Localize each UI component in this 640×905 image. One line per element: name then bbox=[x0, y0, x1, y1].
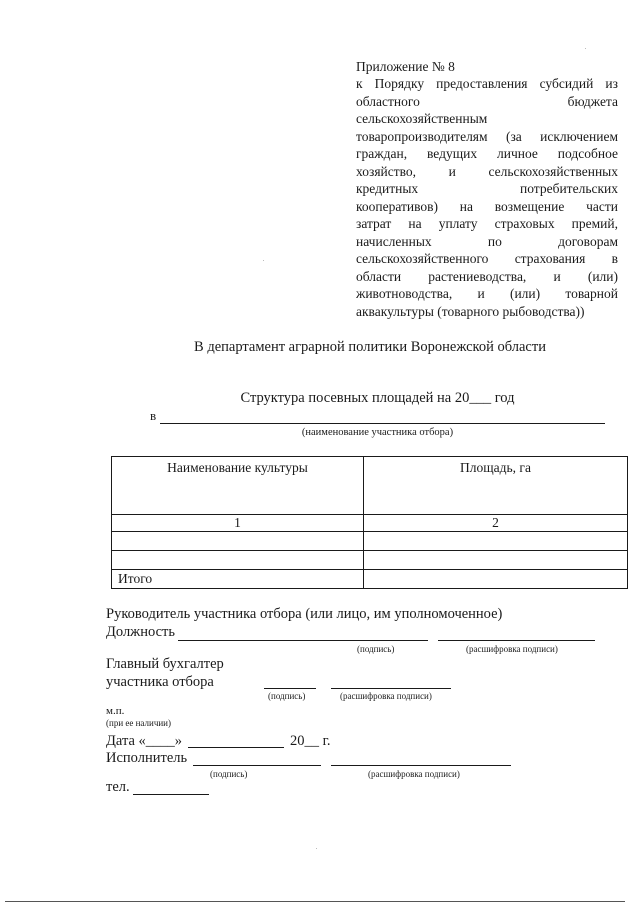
head-line: Руководитель участника отбора (или лицо, им уполномоченное) bbox=[106, 606, 503, 622]
appendix-line: областного бюджета bbox=[356, 93, 618, 109]
page-bottom-rule bbox=[5, 901, 625, 902]
phone-label: тел. bbox=[106, 779, 130, 795]
decoding-hint: (расшифровка подписи) bbox=[340, 691, 432, 701]
scan-speck bbox=[263, 260, 264, 261]
appendix-line: животноводства, и (или) товарной bbox=[356, 286, 618, 301]
position-decoding-field[interactable] bbox=[438, 640, 595, 641]
table-cell-crop[interactable] bbox=[112, 551, 364, 570]
table-header-row bbox=[112, 457, 628, 515]
phone-field[interactable] bbox=[133, 794, 209, 795]
signature-hint: (подпись) bbox=[210, 769, 248, 779]
participant-hint: (наименование участника отбора) bbox=[301, 427, 454, 438]
table-number-row bbox=[112, 515, 628, 532]
appendix-line: к Порядку предоставления субсидий из bbox=[356, 76, 618, 91]
table-cell-area[interactable] bbox=[364, 551, 628, 570]
appendix-line: затрат на уплату страховых премий, bbox=[356, 216, 618, 231]
stamp-hint: (при ее наличии) bbox=[106, 718, 171, 728]
decoding-hint: (расшифровка подписи) bbox=[466, 644, 558, 654]
executor-decoding-field[interactable] bbox=[331, 765, 511, 766]
appendix-line: граждан, ведущих личное подсобное bbox=[356, 146, 618, 161]
appendix-line: начисленных по договорам bbox=[356, 233, 618, 249]
addressee: В департамент аграрной политики Воронежской области bbox=[194, 339, 546, 355]
table-col-number: 2 bbox=[364, 515, 628, 532]
decoding-hint: (расшифровка подписи) bbox=[368, 769, 460, 779]
appendix-line: хозяйство, и сельскохозяйственных bbox=[356, 163, 618, 179]
table-total-row bbox=[112, 570, 628, 589]
crop-area-table bbox=[111, 456, 628, 589]
accountant-label-2: участника отбора bbox=[106, 674, 214, 690]
table-cell-crop[interactable] bbox=[112, 532, 364, 551]
accountant-decoding-field[interactable] bbox=[331, 688, 451, 689]
scan-speck bbox=[585, 48, 586, 49]
scan-speck bbox=[316, 848, 317, 849]
date-label: Дата «____» bbox=[106, 733, 183, 749]
participant-name-field[interactable] bbox=[160, 423, 605, 424]
position-field[interactable] bbox=[178, 640, 428, 641]
table-row bbox=[112, 551, 628, 570]
appendix-line: сельскохозяйственного страхования в bbox=[356, 251, 618, 266]
appendix-line: сельскохозяйственным bbox=[356, 111, 488, 126]
appendix-line: кредитных потребительских bbox=[356, 181, 618, 196]
date-month-field[interactable] bbox=[188, 747, 284, 748]
accountant-signature-field[interactable] bbox=[264, 688, 316, 689]
structure-title: Структура посевных площадей на 20___ год bbox=[240, 390, 515, 406]
signature-hint: (подпись) bbox=[357, 644, 395, 654]
signature-hint: (подпись) bbox=[268, 691, 306, 701]
appendix-title: Приложение № 8 bbox=[356, 59, 455, 74]
table-col-number: 1 bbox=[112, 515, 364, 532]
date-year: 20__ г. bbox=[290, 733, 331, 749]
table-header-crop: Наименование культуры bbox=[112, 457, 364, 515]
table-total-label: Итого bbox=[112, 570, 364, 589]
appendix-line: кооперативов) на возмещение части bbox=[356, 198, 618, 214]
executor-signature-field[interactable] bbox=[193, 765, 321, 766]
table-row bbox=[112, 532, 628, 551]
appendix-line: аквакультуры (товарного рыбоводства)) bbox=[356, 303, 585, 319]
in-label: в bbox=[150, 408, 157, 423]
table-cell-area[interactable] bbox=[364, 532, 628, 551]
appendix-line: области растениеводства, и (или) bbox=[356, 268, 618, 284]
accountant-label: Главный бухгалтер bbox=[106, 656, 224, 672]
table-header-area: Площадь, га bbox=[364, 457, 628, 515]
position-label: Должность bbox=[106, 624, 175, 640]
executor-label: Исполнитель bbox=[106, 750, 188, 766]
table-total-area[interactable] bbox=[364, 570, 628, 589]
stamp-label: м.п. bbox=[106, 705, 125, 717]
appendix-line: товаропроизводителям (за исключением bbox=[356, 128, 618, 144]
appendix-block bbox=[356, 58, 618, 320]
